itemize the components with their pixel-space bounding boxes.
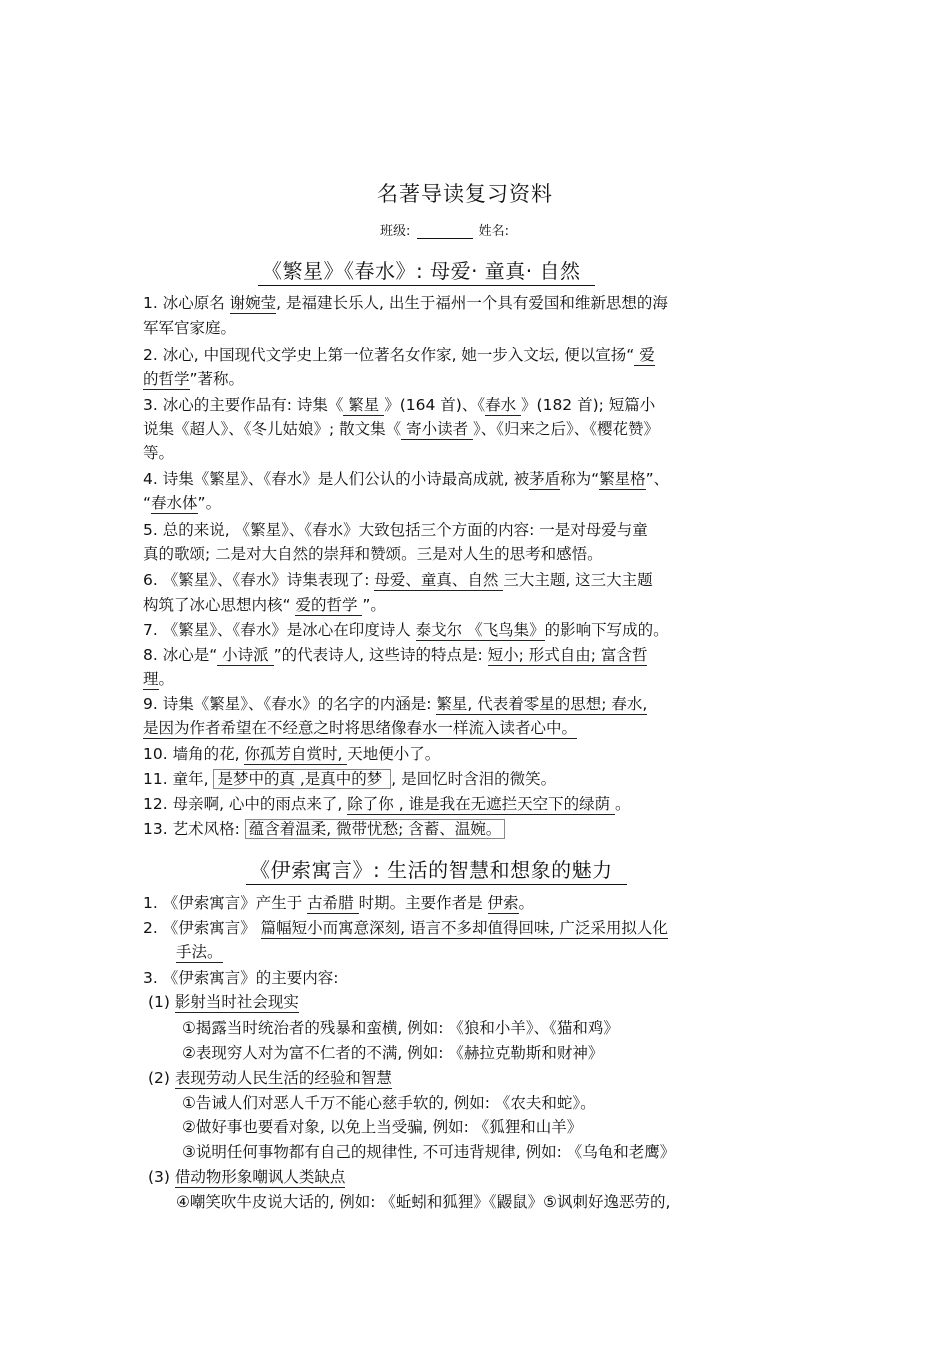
text-run: 等。 <box>143 444 175 462</box>
underlined-answer: 的哲学 <box>143 370 190 388</box>
text-run: , 是福建长乐人, 出生于福州一个具有爱国和维新思想的海 <box>276 294 668 312</box>
text-run: 天地便小了。 <box>347 745 441 763</box>
text-run: 》(182 首); 短篇小 <box>521 396 656 414</box>
text-run: 时期。主要作者是 <box>358 894 488 912</box>
underlined-answer: 爱 <box>634 346 655 364</box>
text-run: 4. 诗集《繁星》、《春水》是人们公认的小诗最高成就, 被 <box>143 470 530 488</box>
underlined-answer: 《繁星》《春水》: 母爱· 童真· 自然 <box>258 259 595 286</box>
text-run: 》(164 首)、《 <box>384 396 486 414</box>
s2-line-4 <box>143 968 338 988</box>
underlined-answer: 表现劳动人民生活的经验和智慧 <box>174 1069 392 1087</box>
s1-line-21 <box>143 794 631 814</box>
underlined-answer: 手法。 <box>176 943 223 961</box>
underlined-answer: 繁星, 代表着零星的思想; 春水, <box>436 695 648 713</box>
text-run: ③说明任何事物都有自己的规律性, 不可违背规律, 例如: 《乌龟和老鹰》 <box>182 1143 676 1161</box>
s2-line-13 <box>176 1192 670 1212</box>
text-run: (1) <box>148 993 175 1011</box>
underlined-answer: 《伊索寓言》: 生活的智慧和想象的魅力 <box>246 858 627 885</box>
s1-line-19 <box>143 744 440 764</box>
s1-line-10 <box>143 520 648 540</box>
text-run: 。 <box>158 670 175 688</box>
s2-line-8 <box>148 1068 392 1088</box>
section-heading-yisuo <box>246 854 627 883</box>
text-run: ”著称。 <box>189 370 245 388</box>
s1-line-2 <box>143 318 236 338</box>
underlined-answer: 春水体 <box>151 494 198 512</box>
s1-line-16 <box>143 669 174 689</box>
underlined-answer: 寄小读者 <box>401 420 474 438</box>
underlined-answer: 影射当时社会现实 <box>174 993 299 1011</box>
text-run: 6. 《繁星》、《春水》诗集表现了: <box>143 571 375 589</box>
text-run: 1. 冰心原名 <box>143 294 230 312</box>
s1-line-13 <box>143 595 386 615</box>
text-run: ”。 <box>362 596 386 614</box>
text-run: 3. 冰心的主要作品有: 诗集《 <box>143 396 344 414</box>
text-run: 2. 《伊索寓言》 <box>143 919 261 937</box>
s2-line-3 <box>176 942 223 962</box>
underlined-answer: 古希腊 <box>307 894 359 912</box>
text-run: (2) <box>148 1069 175 1087</box>
text-run: 12. 母亲啊, 心中的雨点来了, <box>143 795 348 813</box>
underlined-answer: 爱的哲学 <box>295 596 363 614</box>
text-run: 真的歌颂; 二是对大自然的崇拜和赞颂。三是对人生的思考和感悟。 <box>143 545 603 563</box>
text-run: 军军官家庭。 <box>143 319 237 337</box>
section-heading-fanxing <box>258 255 595 284</box>
underlined-answer: 繁星格 <box>599 470 646 488</box>
s1-line-1 <box>143 293 668 313</box>
text-run: 2. 冰心, 中国现代文学史上第一位著名女作家, 她一步入文坛, 便以宣扬“ <box>143 346 635 364</box>
text-run: 13. 艺术风格: <box>143 820 245 838</box>
text-run: “ <box>143 494 152 512</box>
class-blank <box>417 224 473 239</box>
text-run: 构筑了冰心思想内核“ <box>143 596 296 614</box>
s1-line-7 <box>143 443 174 463</box>
underlined-answer: 春水 <box>485 396 522 414</box>
s1-line-11 <box>143 544 603 564</box>
text-run: 的影响下写成的。 <box>544 621 669 639</box>
s1-line-18 <box>143 718 577 738</box>
text-run: 10. 墙角的花, <box>143 745 245 763</box>
s2-line-12 <box>148 1167 345 1187</box>
underlined-answer: 你孤芳自赏时, <box>244 745 348 763</box>
name-label: 姓名: <box>478 224 510 239</box>
text-run: ①揭露当时统治者的残暴和蛮横, 例如: 《狼和小羊》、《猫和鸡》 <box>182 1019 619 1037</box>
underlined-answer: 篇幅短小而寓意深刻, 语言不多却值得回味, 广泛采用拟人化 <box>260 919 668 937</box>
text-run: 11. 童年, <box>143 770 214 788</box>
text-run: ”、 <box>645 470 670 488</box>
s1-line-12 <box>143 570 653 590</box>
s1-line-15 <box>143 645 647 665</box>
s2-line-11 <box>182 1142 675 1162</box>
page-title: 名著导读复习资料 <box>377 182 553 206</box>
underlined-answer: 理 <box>143 670 159 688</box>
underlined-answer: 是因为作者希望在不经意之时将思绪像春水一样流入读者心中。 <box>143 719 578 737</box>
s2-line-9 <box>182 1093 596 1113</box>
text-run: , 是回忆时含泪的微笑。 <box>391 770 557 788</box>
text-run: (3) <box>148 1168 175 1186</box>
s1-line-22 <box>143 819 505 839</box>
underlined-answer: 借动物形象嘲讽人类缺点 <box>174 1168 346 1186</box>
s2-line-2 <box>143 918 668 938</box>
text-run: 。 <box>615 795 631 813</box>
underlined-answer: 繁星 <box>343 396 385 414</box>
underlined-answer: 伊索 <box>487 894 519 912</box>
text-run: ②表现穷人对为富不仁者的不满, 例如: 《赫拉克勒斯和财神》 <box>182 1044 604 1062</box>
s2-line-1 <box>143 893 534 913</box>
text-run: 1. 《伊索寓言》产生于 <box>143 894 308 912</box>
text-run: 》、《归来之后》、《樱花赞》 <box>473 420 660 438</box>
text-run: ”的代表诗人, 这些诗的特点是: <box>273 646 488 664</box>
s1-line-20 <box>143 769 556 789</box>
text-run: 。 <box>518 894 535 912</box>
text-run: 5. 总的来说, 《繁星》、《春水》大致包括三个方面的内容: 一是对母爱与童 <box>143 521 648 539</box>
s1-line-5 <box>143 395 655 415</box>
underlined-answer: 泰戈尔 《飞鸟集》 <box>415 621 545 639</box>
s2-line-5 <box>148 992 299 1012</box>
s2-line-10 <box>182 1117 582 1137</box>
text-run: 7. 《繁星》、《春水》是冰心在印度诗人 <box>143 621 416 639</box>
underlined-answer: 茅盾 <box>529 470 561 488</box>
text-run: ”。 <box>197 494 222 512</box>
text-run: ①告诫人们对恶人千万不能心慈手软的, 例如: 《农夫和蛇》。 <box>182 1094 596 1112</box>
class-label: 班级: <box>380 224 411 239</box>
underlined-answer: 是梦中的真 ,是真中的梦 <box>213 769 391 789</box>
s1-line-17 <box>143 694 647 714</box>
underlined-answer: 谢婉莹 <box>229 294 277 312</box>
s1-line-8 <box>143 469 669 489</box>
text-run: 3. 《伊索寓言》的主要内容: <box>143 969 339 987</box>
text-run: 说集《超人》、《冬儿姑娘》; 散文集《 <box>143 420 402 438</box>
underlined-answer: 短小; 形式自由; 富含哲 <box>487 646 648 664</box>
s1-line-3 <box>143 345 655 365</box>
s2-line-7 <box>182 1043 603 1063</box>
text-run: ②做好事也要看对象, 以免上当受骗, 例如: 《狐狸和山羊》 <box>182 1118 583 1136</box>
text-run: 称为“ <box>560 470 600 488</box>
s2-line-6 <box>182 1018 619 1038</box>
underlined-answer: 蕴含着温柔, 微带忧愁; 含蓄、温婉。 <box>245 819 506 839</box>
s1-line-4 <box>143 369 244 389</box>
text-run: 9. 诗集《繁星》、《春水》的名字的内涵是: <box>143 695 437 713</box>
s1-line-6 <box>143 419 659 439</box>
text-run: 三大主题, 这三大主题 <box>503 571 653 589</box>
underlined-answer: 母爱、童真、自然 <box>374 571 504 589</box>
underlined-answer: 除了你 , 谁是我在无遮拦天空下的绿荫 <box>347 795 616 813</box>
s1-line-14 <box>143 620 669 640</box>
text-run: ④嘲笑吹牛皮说大话的, 例如: 《蚯蚓和狐狸》《鼹鼠》⑤讽刺好逸恶劳的, <box>176 1193 671 1211</box>
underlined-answer: 小诗派 <box>217 646 274 664</box>
class-name-line <box>380 220 509 239</box>
s1-line-9 <box>143 493 221 513</box>
text-run: 8. 冰心是“ <box>143 646 218 664</box>
